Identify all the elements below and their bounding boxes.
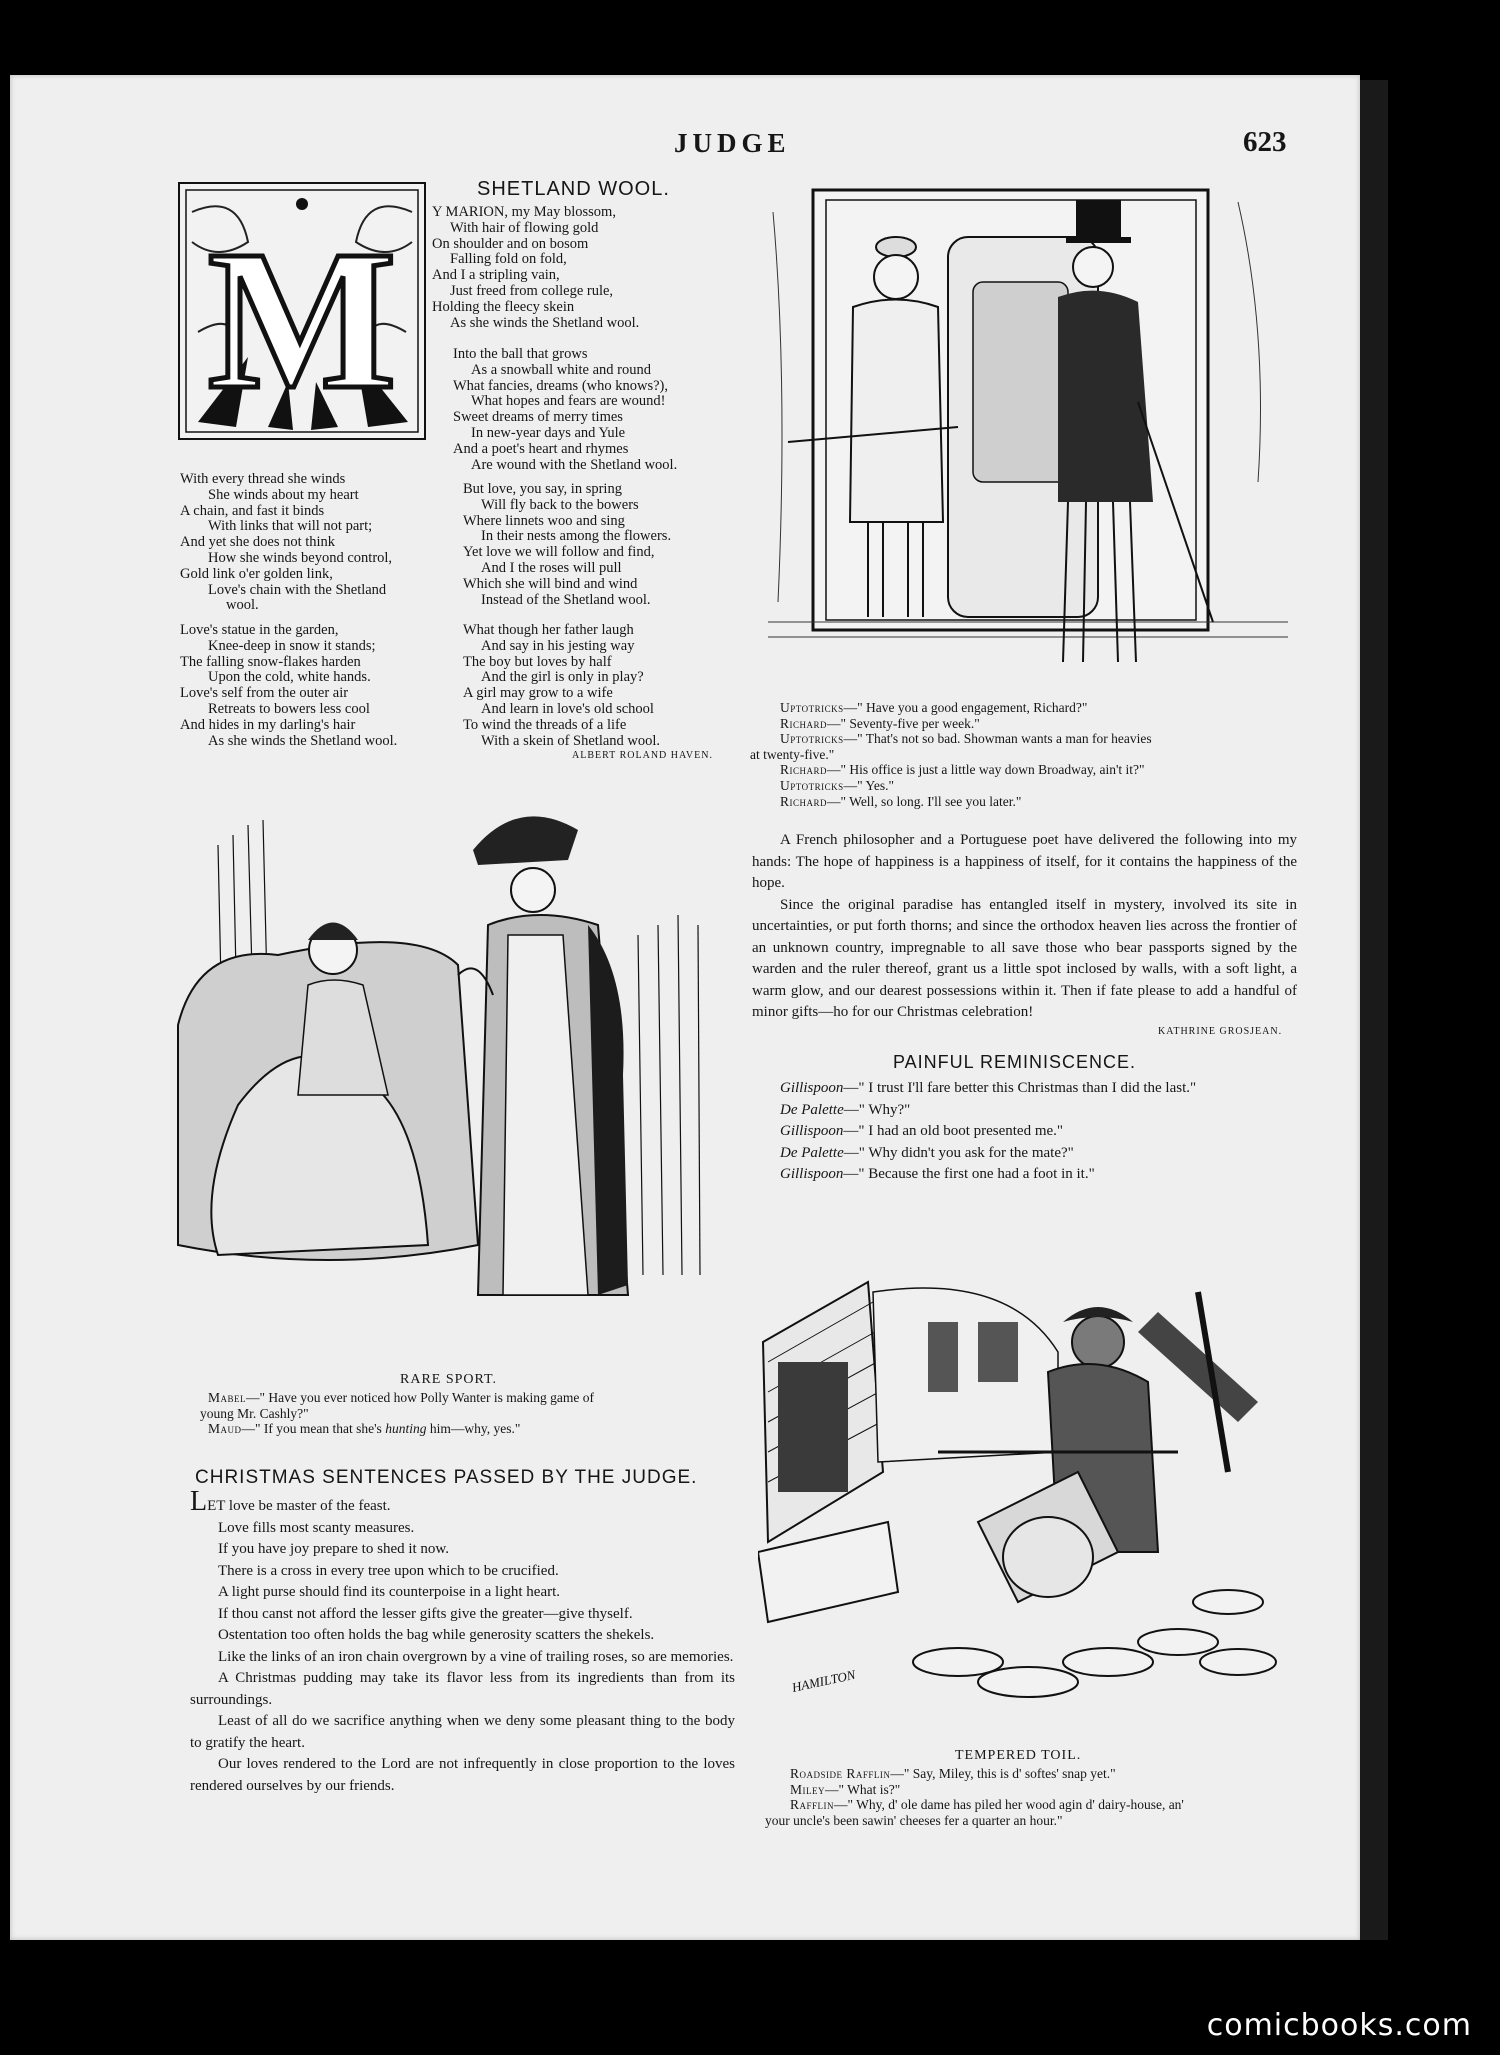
sentence: If you have joy prepare to shed it now. xyxy=(218,1541,450,1557)
speaker-name: Mabel xyxy=(208,1390,247,1405)
dialogue-text: —" Why didn't you ask for the mate?" xyxy=(843,1144,1074,1161)
poem-line: Holding the fleecy skein xyxy=(432,298,575,315)
speaker-name: De Palette xyxy=(780,1101,844,1118)
speaker-name: Uptotricks xyxy=(780,777,844,793)
poem-line: On shoulder and on bosom xyxy=(432,235,589,252)
poem-line: She winds about my heart xyxy=(208,486,359,503)
poem-stanza-left-1 xyxy=(180,472,445,614)
drop-cap: L xyxy=(190,1486,208,1517)
poem-line: As she winds the Shetland wool. xyxy=(450,314,640,331)
poem-stanza-1 xyxy=(432,205,722,331)
poem-line: Gold link o'er golden link, xyxy=(180,565,333,582)
poem-line: Are wound with the Shetland wool. xyxy=(471,456,678,473)
speaker-name: Richard xyxy=(780,793,828,809)
speaker-name: Rafflin xyxy=(790,1797,835,1813)
dialogue-text: at twenty-five." xyxy=(750,746,835,762)
dialogue-text: —" Have you a good engagement, Richard?" xyxy=(843,700,1088,715)
poem-line: Which she will bind and wind xyxy=(463,575,638,592)
poem-line: Instead of the Shetland wool. xyxy=(481,591,651,608)
poem-line: As a snowball white and round xyxy=(471,361,652,378)
painful-title: PAINFUL REMINISCENCE. xyxy=(893,1052,1137,1072)
poem-line: In new-year days and Yule xyxy=(471,424,626,441)
poem-line: Love's chain with the Shetland xyxy=(208,581,387,598)
poem-line: Sweet dreams of merry times xyxy=(453,409,623,426)
sentence: Like the links of an iron chain overgrown by a vine of trailing roses, so are memories. xyxy=(218,1648,734,1665)
dialogue-text: —" Why?" xyxy=(843,1101,911,1118)
dialogue-text: —" That's not so bad. Showman wants a man for heavies xyxy=(843,731,1152,747)
dialogue-text: —" Well, so long. I'll see you later." xyxy=(827,793,1022,809)
poem-line: With every thread she winds xyxy=(180,471,346,487)
poem-line: A girl may grow to a wife xyxy=(463,685,613,702)
speaker-name: Gillispoon xyxy=(780,1166,844,1182)
poem-line: And I a stripling vain, xyxy=(432,267,560,284)
dialogue-text: —" I had an old boot presented me." xyxy=(843,1123,1064,1139)
sentence: A Christmas pudding may take its flavor less from its ingredients than from its surroundings. xyxy=(190,1670,735,1708)
dialogue-text: —" Why, d' ole dame has piled her wood agin d' dairy-house, an' xyxy=(834,1797,1184,1813)
decorative-initial xyxy=(178,182,426,440)
showman-illustration xyxy=(768,182,1288,682)
poem-line: Retreats to bowers less cool xyxy=(208,700,370,717)
poem-title: SHETLAND WOOL. xyxy=(477,178,670,200)
sentence: Least of all do we sacrifice anything when we deny some pleasant thing to the body to gratify the heart. xyxy=(190,1713,735,1751)
tempered-title: TEMPERED TOIL. xyxy=(955,1748,1082,1763)
dialogue-text: —" What is?" xyxy=(825,1781,901,1797)
poem-line: Knee-deep in snow it stands; xyxy=(208,637,376,654)
poem-line: And learn in love's old school xyxy=(481,700,654,717)
dialogue-text: —" Yes." xyxy=(843,777,895,793)
poem-line: What fancies, dreams (who knows?), xyxy=(453,377,669,394)
philosopher-text xyxy=(752,830,1297,1024)
dialogue-text: —" Have you ever noticed how Polly Wanter is making game of xyxy=(246,1390,594,1405)
rare-sport-illustration xyxy=(158,775,738,1320)
poem-line: With a skein of Shetland wool. xyxy=(481,732,661,749)
poem-line: And the girl is only in play? xyxy=(481,669,644,686)
rare-sport-title: RARE SPORT. xyxy=(400,1372,498,1387)
showman-caption xyxy=(750,700,1300,809)
artist-signature: HAMILTON xyxy=(790,1666,857,1695)
speaker-name: Uptotricks xyxy=(780,731,844,747)
poem-line: Love's statue in the garden, xyxy=(180,622,339,638)
poem-line: And yet she does not think xyxy=(180,534,336,551)
tempered-caption xyxy=(765,1766,1310,1828)
dialogue-text: him—why, yes." xyxy=(426,1421,521,1437)
speaker-name: Gillispoon xyxy=(780,1080,844,1096)
poem-line: How she winds beyond control, xyxy=(208,549,393,566)
poem-line: With links that will not part; xyxy=(208,518,373,535)
rare-sport-caption xyxy=(200,1390,735,1437)
poem-stanza-4 xyxy=(463,623,753,749)
poem-line: The falling snow-flakes harden xyxy=(180,653,361,670)
dialogue-text: —" His office is just a little way down Broadway, ain't it?" xyxy=(827,762,1145,778)
speaker-name: Richard xyxy=(780,715,828,731)
poem-line: A chain, and fast it binds xyxy=(180,502,325,519)
dialogue-text: —" If you mean that she's xyxy=(241,1421,386,1437)
watermark: comicbooks.com xyxy=(1206,2008,1472,2043)
sentence: There is a cross in every tree upon which to be crucified. xyxy=(218,1562,559,1579)
poem-line: In their nests among the flowers. xyxy=(481,528,672,545)
masthead: JUDGE xyxy=(674,128,791,158)
speaker-name: Maud xyxy=(208,1421,242,1437)
poem-line: Will fly back to the bowers xyxy=(481,496,639,513)
dialogue-emphasis: hunting xyxy=(385,1421,427,1437)
painful-dialogue xyxy=(752,1078,1297,1186)
poem-line: Love's self from the outer air xyxy=(180,685,349,702)
dialogue-text: —" Seventy-five per week." xyxy=(827,715,980,731)
poem-line: What hopes and fears are wound! xyxy=(471,393,666,410)
poem-line: And say in his jesting way xyxy=(481,637,635,654)
sentence: Our loves rendered to the Lord are not infrequently in close proportion to the loves rendered ourselves by our friends. xyxy=(190,1756,735,1794)
poem-line: And I the roses will pull xyxy=(481,559,622,576)
speaker-name: Gillispoon xyxy=(780,1123,844,1139)
speaker-name: Roadside Rafflin xyxy=(790,1766,891,1781)
poem-line: As she winds the Shetland wool. xyxy=(208,732,398,749)
poem-line: What though her father laugh xyxy=(463,622,634,638)
poem-line: And a poet's heart and rhymes xyxy=(453,440,629,457)
speaker-name: Miley xyxy=(790,1781,825,1797)
poem-line: Where linnets woo and sing xyxy=(463,512,625,529)
sentence: A light purse should find its counterpoise in a light heart. xyxy=(218,1584,561,1600)
initial-letter: M xyxy=(207,210,397,431)
dialogue-text: young Mr. Cashly?" xyxy=(200,1405,309,1421)
poem-stanza-2 xyxy=(453,347,743,473)
dialogue-text: —" I trust I'll fare better this Christmas than I did the last." xyxy=(843,1080,1197,1096)
poem-line: wool. xyxy=(226,597,259,614)
poem-line: Just freed from college rule, xyxy=(450,282,614,299)
poem-line: Falling fold on fold, xyxy=(450,251,567,268)
speaker-name: Uptotricks xyxy=(780,700,844,715)
poem-line: Into the ball that grows xyxy=(453,346,588,362)
paragraph: A French philosopher and a Portuguese poet have delivered the following into my hands: The hope of happiness is a happiness of itself, for it contains the happiness of the hope. xyxy=(752,832,1297,891)
paragraph: Since the original paradise has entangled itself in mystery, involved its site in uncertainties, or put forth thorns; and since the orthodox heaven lies across the frontier of an unknown country, impregnable to all save those who bear passports signed by the warden and the ruler thereof, grant us a little spot inclosed by walls, with a soft light, a warm glow, and our dearest possessions within it. Then if fate please to add a handful of minor gifts—ho for our Christmas celebration! xyxy=(752,896,1297,1020)
poem-line: Upon the cold, white hands. xyxy=(208,669,371,686)
poem-line: Y MARION, my May blossom, xyxy=(432,204,616,220)
speaker-name: De Palette xyxy=(780,1144,844,1161)
poem-stanza-3 xyxy=(463,482,753,608)
speaker-name: Richard xyxy=(780,762,828,778)
sentence: Love fills most scanty measures. xyxy=(218,1519,415,1536)
prose-author: KATHRINE GROSJEAN. xyxy=(1158,1026,1283,1037)
christmas-sentences xyxy=(190,1486,735,1797)
dialogue-text: —" Because the first one had a foot in it." xyxy=(843,1166,1095,1182)
sentence: If thou canst not afford the lesser gifts give the greater—give thyself. xyxy=(218,1605,633,1622)
tempered-toil-illustration xyxy=(758,1222,1298,1742)
poem-author: ALBERT ROLAND HAVEN. xyxy=(572,750,713,761)
dialogue-text: —" Say, Miley, this is d' softes' snap yet." xyxy=(890,1766,1116,1781)
poem-line: But love, you say, in spring xyxy=(463,481,622,497)
poem-line: With hair of flowing gold xyxy=(450,219,599,236)
poem-line: And hides in my darling's hair xyxy=(180,716,356,733)
poem-line: Yet love we will follow and find, xyxy=(463,544,655,561)
christmas-title: CHRISTMAS SENTENCES PASSED BY THE JUDGE. xyxy=(195,1467,698,1488)
dialogue-text: your uncle's been sawin' cheeses fer a quarter an hour." xyxy=(765,1812,1063,1828)
page-number: 623 xyxy=(1243,126,1287,158)
poem-line: The boy but loves by half xyxy=(463,653,612,670)
poem-line: To wind the threads of a life xyxy=(463,716,627,733)
poem-stanza-left-2 xyxy=(180,623,445,749)
sentence: Ostentation too often holds the bag while generosity scatters the shekels. xyxy=(218,1627,655,1643)
sentence: ET love be master of the feast. xyxy=(207,1498,391,1514)
